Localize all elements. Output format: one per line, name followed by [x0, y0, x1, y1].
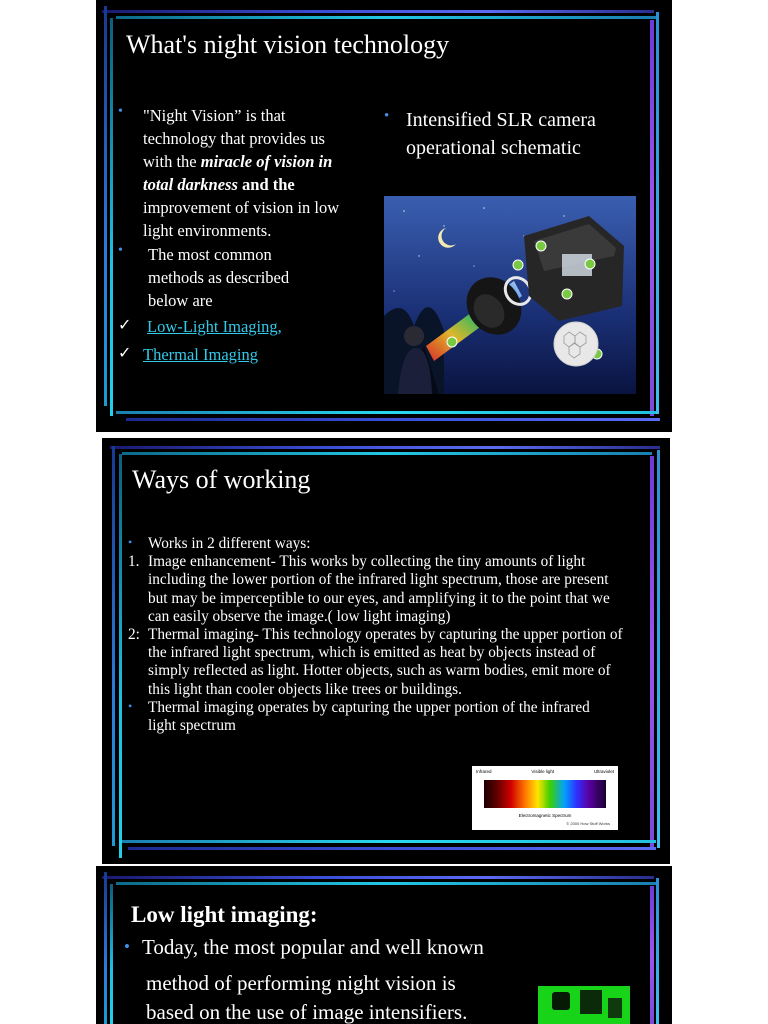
- spectrum-top-labels: Infrared Visible light Ultraviolet: [476, 769, 614, 774]
- numbered-text: Thermal imaging- This technology operates by capturing the upper portion of the infrared light spectrum, which is emitted as heat by objects instead of simply reflected as light. Hotter objects, such as warm bodies, emit more of this light than cooler objects like trees or buildings.: [148, 626, 623, 698]
- border-right: [650, 456, 654, 848]
- spectrum-bar: [484, 780, 606, 808]
- border-top-inner: [116, 882, 656, 885]
- checkmark-icon: ✓: [118, 345, 132, 362]
- border-left: [104, 6, 107, 406]
- bullet-icon: •: [128, 698, 133, 713]
- border-top-inner: [122, 452, 652, 455]
- slide-title: Ways of working: [132, 465, 311, 494]
- slide-title: Low light imaging:: [131, 902, 318, 927]
- bullet-icon: •: [128, 535, 133, 549]
- border-top: [110, 446, 660, 449]
- border-left-inner: [110, 18, 113, 416]
- slide-low-light-imaging: [96, 866, 672, 1024]
- border-bottom-inner: [128, 847, 656, 850]
- bullet-thermal-operates: [128, 699, 628, 735]
- border-bottom-inner: [126, 418, 660, 421]
- border-right: [650, 886, 654, 1024]
- slide-ways-of-working: [102, 438, 670, 864]
- border-left-inner: [119, 454, 122, 858]
- bullet-icon: •: [118, 104, 123, 119]
- border-bottom: [122, 840, 656, 843]
- border-right-inner: [656, 12, 659, 414]
- numbered-text: Image enhancement- This works by collecting the tiny amounts of light including the lower portion of the infrared light spectrum, those are present but may be imperceptible to our eyes, and amplifying it to the point that we can easily observe the image.( low light imaging): [148, 553, 610, 625]
- bullet-text: "Night Vision” is that technology that provides us with the miracle of vision in total darkness and the improvement of vision in low light environments.: [143, 106, 340, 240]
- slr-camera-schematic-image: [384, 196, 636, 394]
- slide-body: [128, 535, 628, 735]
- bullet-two-ways: [128, 535, 628, 553]
- slide-night-vision-intro: [96, 0, 672, 432]
- numbered-image-enhancement: [128, 553, 628, 626]
- emphasis-text: miracle of vision in total darkness: [143, 152, 333, 194]
- camera-illustration: [384, 196, 636, 394]
- border-left: [104, 872, 107, 1024]
- number-label: 2:: [128, 626, 140, 644]
- bullet-text: Intensified SLR camera operational schematic: [406, 109, 596, 159]
- slide-title: What's night vision technology: [126, 30, 450, 59]
- border-top: [102, 10, 654, 13]
- spectrum-bottom-label: Electromagnetic Spectrum: [518, 813, 572, 818]
- bullet-icon: •: [124, 937, 130, 956]
- number-label: 1.: [128, 553, 140, 571]
- thermal-imaging-link[interactable]: Thermal Imaging: [143, 345, 259, 364]
- border-right: [650, 20, 654, 416]
- border-top: [102, 876, 654, 879]
- bullet-slr-schematic: [384, 106, 634, 162]
- bullet-text: Today, the most popular and well known: [142, 935, 484, 959]
- border-bottom: [116, 411, 656, 414]
- numbered-thermal-imaging: [128, 626, 628, 699]
- bullet-text: Thermal imaging operates by capturing the upper portion of the infrared light spectrum: [148, 698, 590, 735]
- check-item-thermal: [118, 343, 358, 366]
- border-left: [112, 446, 115, 846]
- right-column: [384, 106, 634, 162]
- border-top-inner: [116, 16, 656, 19]
- check-item-low-light: [118, 315, 358, 338]
- electromagnetic-spectrum-image: [472, 766, 618, 830]
- border-right-inner: [656, 878, 659, 1024]
- bullet-methods: [118, 243, 313, 312]
- bullet-icon: •: [118, 243, 123, 258]
- bullet-text: The most common methods as described below are: [148, 245, 290, 310]
- bullet-night-vision: [118, 104, 358, 242]
- border-left-inner: [110, 884, 113, 1024]
- night-vision-green-image: [538, 986, 630, 1024]
- spectrum-credit: © 2000 How Stuff Works: [566, 821, 610, 826]
- bullet-popular: [124, 934, 644, 960]
- bullet-text: Works in 2 different ways:: [148, 535, 311, 552]
- checkmark-icon: ✓: [118, 317, 132, 334]
- border-right-inner: [657, 450, 660, 848]
- bullet-icon: •: [384, 108, 390, 124]
- low-light-imaging-link[interactable]: Low-Light Imaging,: [147, 317, 282, 336]
- bullet-continuation: method of performing night vision is based on the use of image intensifiers.: [146, 971, 468, 1024]
- left-column: [118, 104, 358, 366]
